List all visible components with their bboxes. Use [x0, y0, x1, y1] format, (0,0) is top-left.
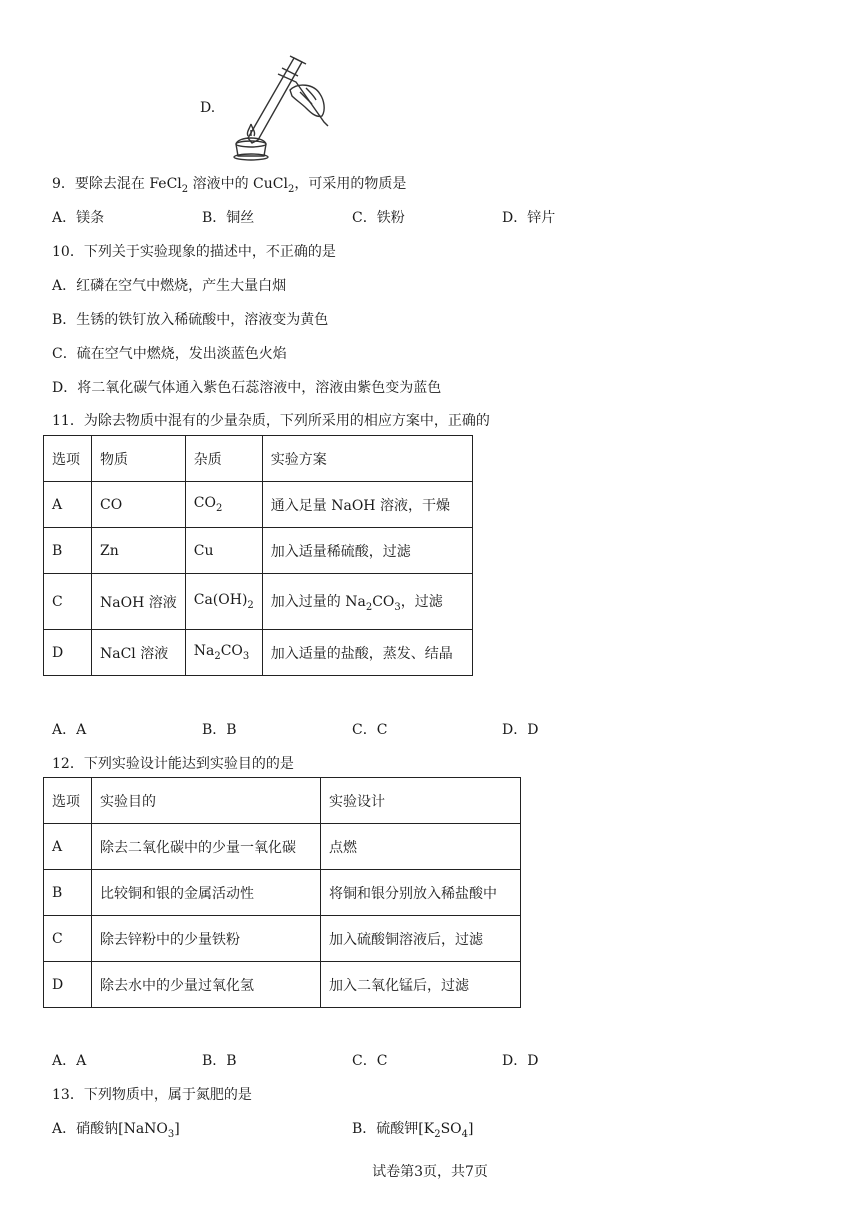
table-header-cell: 物质	[92, 436, 186, 482]
table-cell-purpose: 除去水中的少量过氧化氢	[92, 962, 321, 1008]
q11-stem: 11．为除去物质中混有的少量杂质，下列所采用的相应方案中，正确的	[52, 413, 490, 429]
table-row	[44, 574, 473, 630]
impurity-subscript: 3	[242, 650, 250, 662]
table-cell-design: 加入二氧化锰后，过滤	[321, 962, 521, 1008]
q9-stem-sub1: 2	[181, 183, 189, 195]
impurity-formula: Na	[193, 643, 215, 660]
table-header-cell: 实验方案	[262, 436, 472, 482]
table-cell-option: B	[44, 870, 92, 916]
table-cell-impurity	[185, 630, 262, 676]
q12-stem: 12．下列实验设计能达到实验目的的是	[52, 756, 294, 772]
q13-option-a-text: ]	[174, 1121, 180, 1137]
table-row	[44, 630, 473, 676]
table-cell-substance: CO	[92, 482, 186, 528]
table-cell-plan: 加入适量稀硫酸，过滤	[262, 528, 472, 574]
table-cell-option: D	[44, 630, 92, 676]
table-cell-plan	[262, 574, 472, 630]
q13-option-b-text: B．硫酸钾[K	[352, 1121, 435, 1137]
q9-stem-prefix: 9．要除去混在 FeCl	[52, 176, 182, 192]
table-row	[44, 962, 521, 1008]
q13-option-a-text: A．硝酸钠[NaNO	[52, 1121, 168, 1137]
q13-option-b-subscript: 4	[461, 1128, 469, 1140]
q9-stem-suffix: ，可采用的物质是	[294, 176, 407, 192]
q12-option-d[interactable]: D．D	[502, 1053, 539, 1069]
q9-stem-mid: 溶液中的 CuCl	[188, 176, 288, 192]
q12-option-b[interactable]: B．B	[202, 1053, 237, 1069]
q10-stem: 10．下列关于实验现象的描述中，不正确的是	[52, 244, 336, 260]
impurity-formula: Ca(OH)	[193, 592, 248, 609]
table-cell-option: C	[44, 916, 92, 962]
q10-option-d[interactable]: D．将二氧化碳气体通入紫色石蕊溶液中，溶液由紫色变为蓝色	[52, 380, 442, 396]
table-cell-plan: 通入足量 NaOH 溶液，干燥	[262, 482, 472, 528]
q13-stem: 13．下列物质中，属于氮肥的是	[52, 1087, 252, 1103]
table-header-cell: 实验目的	[92, 778, 321, 824]
impurity-formula: CO	[220, 643, 243, 660]
table-row	[44, 870, 521, 916]
table-header-row	[44, 778, 521, 824]
table-cell-purpose: 比较铜和银的金属活动性	[92, 870, 321, 916]
table-header-cell: 实验设计	[321, 778, 521, 824]
table-row	[44, 528, 473, 574]
q13-option-a-subscript: 3	[167, 1128, 175, 1140]
plan-text: ，过滤	[400, 593, 443, 610]
table-cell-design: 加入硫酸铜溶液后，过滤	[321, 916, 521, 962]
q11-option-c[interactable]: C．C	[352, 722, 388, 738]
table-cell-impurity: Cu	[185, 528, 262, 574]
page-footer: 试卷第3页，共7页	[372, 1164, 488, 1180]
plan-subscript: 3	[394, 601, 401, 613]
q13-option-b-text: ]	[468, 1121, 474, 1137]
table-cell-impurity	[185, 482, 262, 528]
q11-table	[43, 435, 473, 676]
table-cell-impurity	[185, 574, 262, 630]
table-cell-design: 将铜和银分别放入稀盐酸中	[321, 870, 521, 916]
table-cell-purpose: 除去二氧化碳中的少量一氧化碳	[92, 824, 321, 870]
table-header-cell: 选项	[44, 436, 92, 482]
table-header-row	[44, 436, 473, 482]
q11-option-a[interactable]: A．A	[52, 722, 87, 738]
table-cell-option: A	[44, 824, 92, 870]
table-cell-option: A	[44, 482, 92, 528]
q9-stem-sub2: 2	[287, 183, 295, 195]
table-cell-option: C	[44, 574, 92, 630]
q9-stem	[52, 173, 406, 195]
impurity-subscript: 2	[247, 599, 254, 611]
q9-option-a[interactable]: A．镁条	[52, 210, 105, 226]
plan-text: CO	[372, 593, 395, 610]
table-cell-plan: 加入适量的盐酸，蒸发、结晶	[262, 630, 472, 676]
table-cell-substance: NaOH 溶液	[92, 574, 186, 630]
q10-option-c[interactable]: C．硫在空气中燃烧，发出淡蓝色火焰	[52, 346, 287, 362]
q12-table	[43, 777, 521, 1008]
table-row	[44, 916, 521, 962]
q9-option-b[interactable]: B．铜丝	[202, 210, 255, 226]
q13-option-b[interactable]	[352, 1118, 474, 1140]
test-tube-heating-figure	[228, 52, 340, 162]
table-cell-substance: Zn	[92, 528, 186, 574]
q9-option-c[interactable]: C．铁粉	[352, 210, 405, 226]
impurity-formula: CO	[193, 495, 216, 512]
table-cell-option: B	[44, 528, 92, 574]
table-row	[44, 482, 473, 528]
table-cell-substance: NaCl 溶液	[92, 630, 186, 676]
impurity-subscript: 2	[215, 502, 223, 514]
q11-option-d[interactable]: D．D	[502, 722, 539, 738]
impurity-subscript: 2	[214, 650, 221, 662]
table-row	[44, 824, 521, 870]
table-cell-option: D	[44, 962, 92, 1008]
q10-option-b[interactable]: B．生锈的铁钉放入稀硫酸中，溶液变为黄色	[52, 312, 329, 328]
plan-subscript: 2	[365, 601, 373, 613]
q13-option-a[interactable]	[52, 1118, 180, 1140]
q13-option-b-text: SO	[440, 1121, 462, 1137]
table-cell-purpose: 除去锌粉中的少量铁粉	[92, 916, 321, 962]
q11-option-b[interactable]: B．B	[202, 722, 237, 738]
table-header-cell: 杂质	[185, 436, 262, 482]
plan-text: 加入过量的 Na	[270, 593, 366, 610]
q8-option-d-label: D.	[200, 100, 216, 116]
q12-option-c[interactable]: C．C	[352, 1053, 388, 1069]
q9-option-d[interactable]: D．锌片	[502, 210, 556, 226]
table-cell-design: 点燃	[321, 824, 521, 870]
q10-option-a[interactable]: A．红磷在空气中燃烧，产生大量白烟	[52, 278, 287, 294]
table-header-cell: 选项	[44, 778, 92, 824]
q13-option-b-subscript: 2	[434, 1128, 441, 1140]
q12-option-a[interactable]: A．A	[52, 1053, 87, 1069]
